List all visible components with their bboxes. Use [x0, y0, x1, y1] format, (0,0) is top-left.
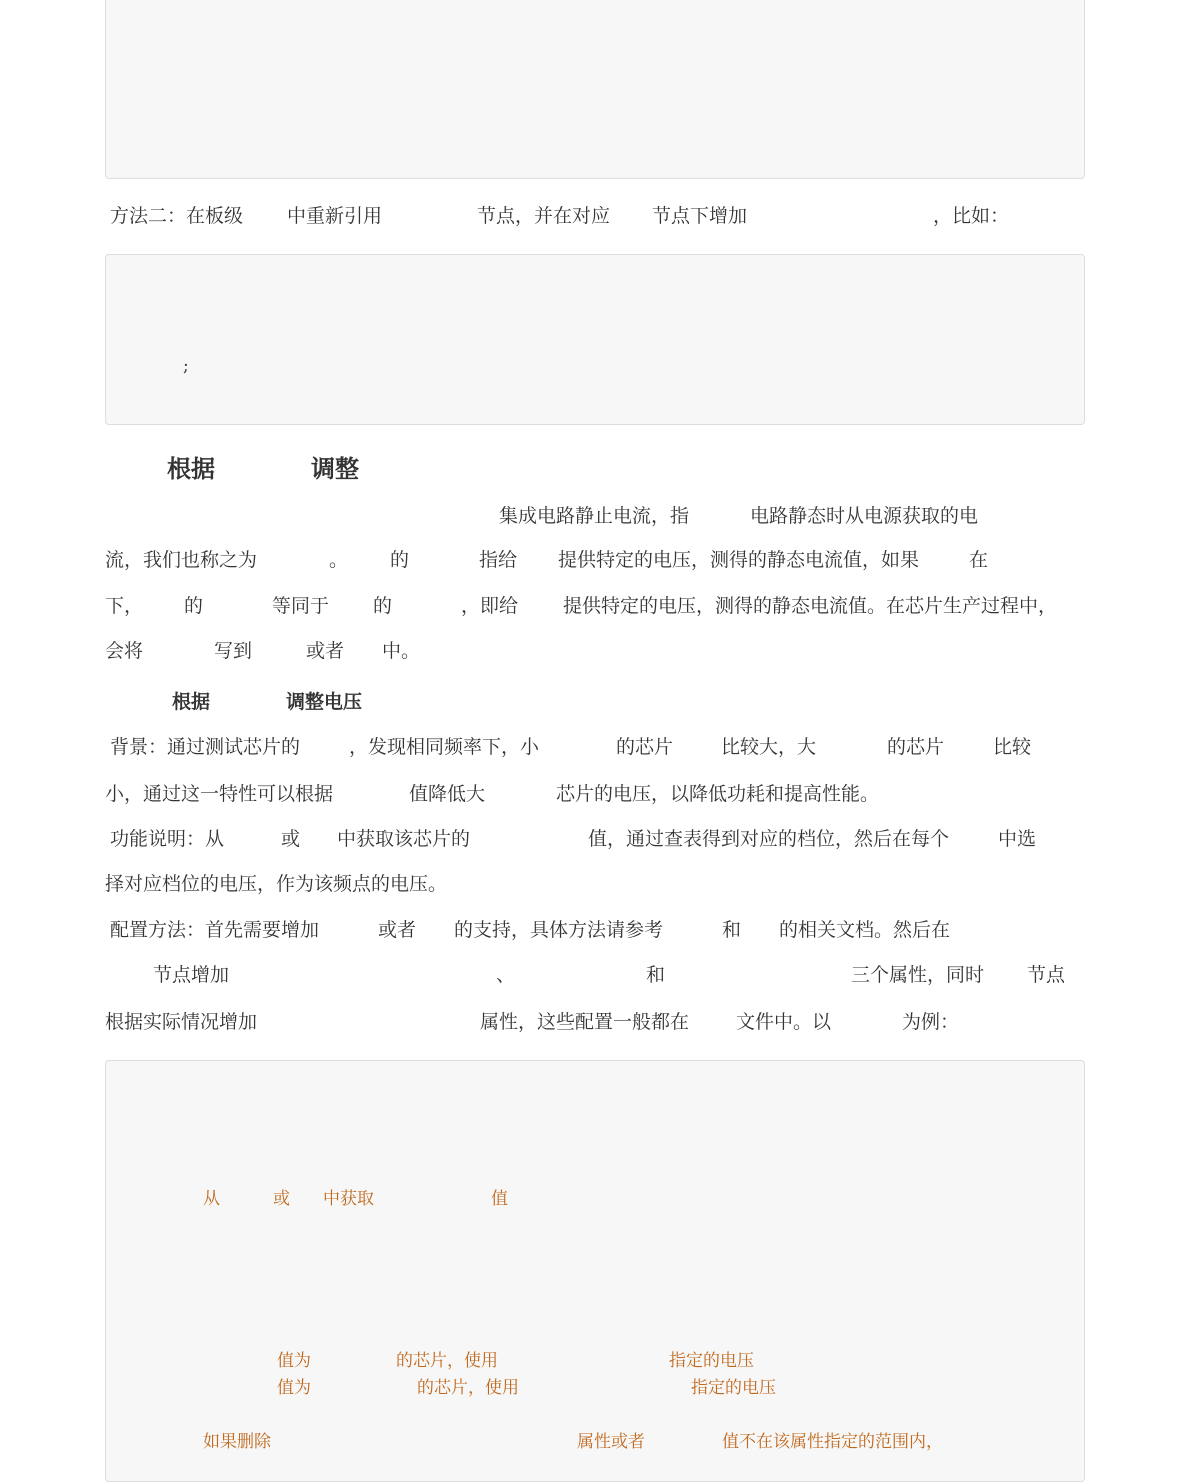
text-fragment: 背景：通过测试芯片的 — [110, 736, 301, 758]
comment-fragment: 值 — [491, 1189, 508, 1209]
comment-fragment: 值为 — [277, 1378, 311, 1398]
text-fragment: 、 — [496, 964, 516, 986]
text-fragment: 和 — [646, 964, 666, 986]
text-fragment: 比较大，大 — [721, 736, 817, 758]
text-fragment: 小，通过这一特性可以根据 — [105, 783, 334, 805]
text-fragment: 集成电路静止电流，指 — [499, 505, 690, 527]
text-fragment: 或者 — [378, 919, 417, 941]
text-fragment: 电路静态时从电源获取的电 — [750, 505, 979, 527]
text-fragment: 比较 — [993, 736, 1032, 758]
text-fragment: ，即给 — [461, 595, 519, 617]
comment-fragment: 或 — [273, 1189, 290, 1209]
text-fragment: 的 — [373, 595, 393, 617]
text-fragment: 芯片的电压，以降低功耗和提高性能。 — [556, 783, 880, 805]
comment-fragment: 属性或者 — [577, 1432, 645, 1452]
text-fragment: 中选 — [998, 828, 1037, 850]
comment-fragment: 如果删除 — [203, 1432, 271, 1452]
text-fragment: 在 — [969, 549, 989, 571]
comment-fragment: 指定的电压 — [691, 1378, 776, 1398]
text-fragment: 节点下增加 — [652, 205, 748, 227]
comment-fragment: 值不在该属性指定的范围内， — [722, 1432, 943, 1452]
code-block-2 — [105, 254, 1085, 425]
text-fragment: 的 — [184, 595, 204, 617]
text-fragment: 属性，这些配置一般都在 — [480, 1011, 690, 1033]
text-fragment: 中。 — [382, 640, 421, 662]
code-block-1 — [105, 0, 1085, 179]
text-fragment: 节点 — [1027, 964, 1066, 986]
text-fragment: 的相关文档。然后在 — [779, 919, 951, 941]
text-fragment: 提供特定的电压，测得的静态电流值，如果 — [558, 549, 920, 571]
text-fragment: 节点，并在对应 — [477, 205, 611, 227]
heading-fragment: 根据 — [167, 454, 215, 483]
text-fragment: ，发现相同频率下，小 — [349, 736, 540, 758]
text-fragment: 值降低大 — [409, 783, 486, 805]
text-fragment: 下， — [105, 595, 144, 617]
text-fragment: 和 — [722, 919, 742, 941]
text-fragment: 流，我们也称之为 — [105, 549, 258, 571]
text-fragment: 的支持，具体方法请参考 — [454, 919, 664, 941]
text-fragment: 的芯片 — [887, 736, 945, 758]
text-fragment: 写到 — [214, 640, 253, 662]
text-fragment: 中重新引用 — [287, 205, 383, 227]
text-fragment: 等同于 — [272, 595, 330, 617]
text-fragment: 或者 — [306, 640, 345, 662]
comment-fragment: 值为 — [277, 1351, 311, 1371]
text-fragment: 根据实际情况增加 — [105, 1011, 258, 1033]
text-fragment: 中获取该芯片的 — [337, 828, 471, 850]
text-fragment: 会将 — [105, 640, 144, 662]
text-fragment: 三个属性，同时 — [851, 964, 985, 986]
comment-fragment: 的芯片，使用 — [396, 1351, 498, 1371]
text-fragment: 或 — [281, 828, 301, 850]
text-fragment: 的芯片 — [616, 736, 674, 758]
heading-fragment: 根据 — [172, 691, 211, 713]
heading-fragment: 调整电压 — [286, 691, 363, 713]
text-fragment: 配置方法：首先需要增加 — [110, 919, 320, 941]
text-fragment: 的 — [390, 549, 410, 571]
text-fragment: 。 — [329, 549, 349, 571]
text-fragment: 指给 — [479, 549, 518, 571]
comment-fragment: 的芯片，使用 — [417, 1378, 519, 1398]
text-fragment: 功能说明：从 — [110, 828, 225, 850]
text-fragment: 节点增加 — [153, 964, 230, 986]
text-fragment: 方法二：在板级 — [110, 205, 244, 227]
text-fragment: 文件中。以 — [736, 1011, 832, 1033]
text-fragment: 为例： — [902, 1011, 960, 1033]
text-fragment: ，比如： — [933, 205, 1010, 227]
code-block-3 — [105, 1060, 1085, 1482]
comment-fragment: 指定的电压 — [669, 1351, 754, 1371]
text-fragment: 提供特定的电压，测得的静态电流值。在芯片生产过程中， — [563, 595, 1058, 617]
comment-fragment: 中获取 — [323, 1189, 374, 1209]
code-semicolon: ; — [183, 356, 189, 376]
text-fragment: 择对应档位的电压，作为该频点的电压。 — [105, 873, 448, 895]
comment-fragment: 从 — [203, 1189, 220, 1209]
text-fragment: 值，通过查表得到对应的档位，然后在每个 — [588, 828, 950, 850]
heading-fragment: 调整 — [311, 454, 359, 483]
